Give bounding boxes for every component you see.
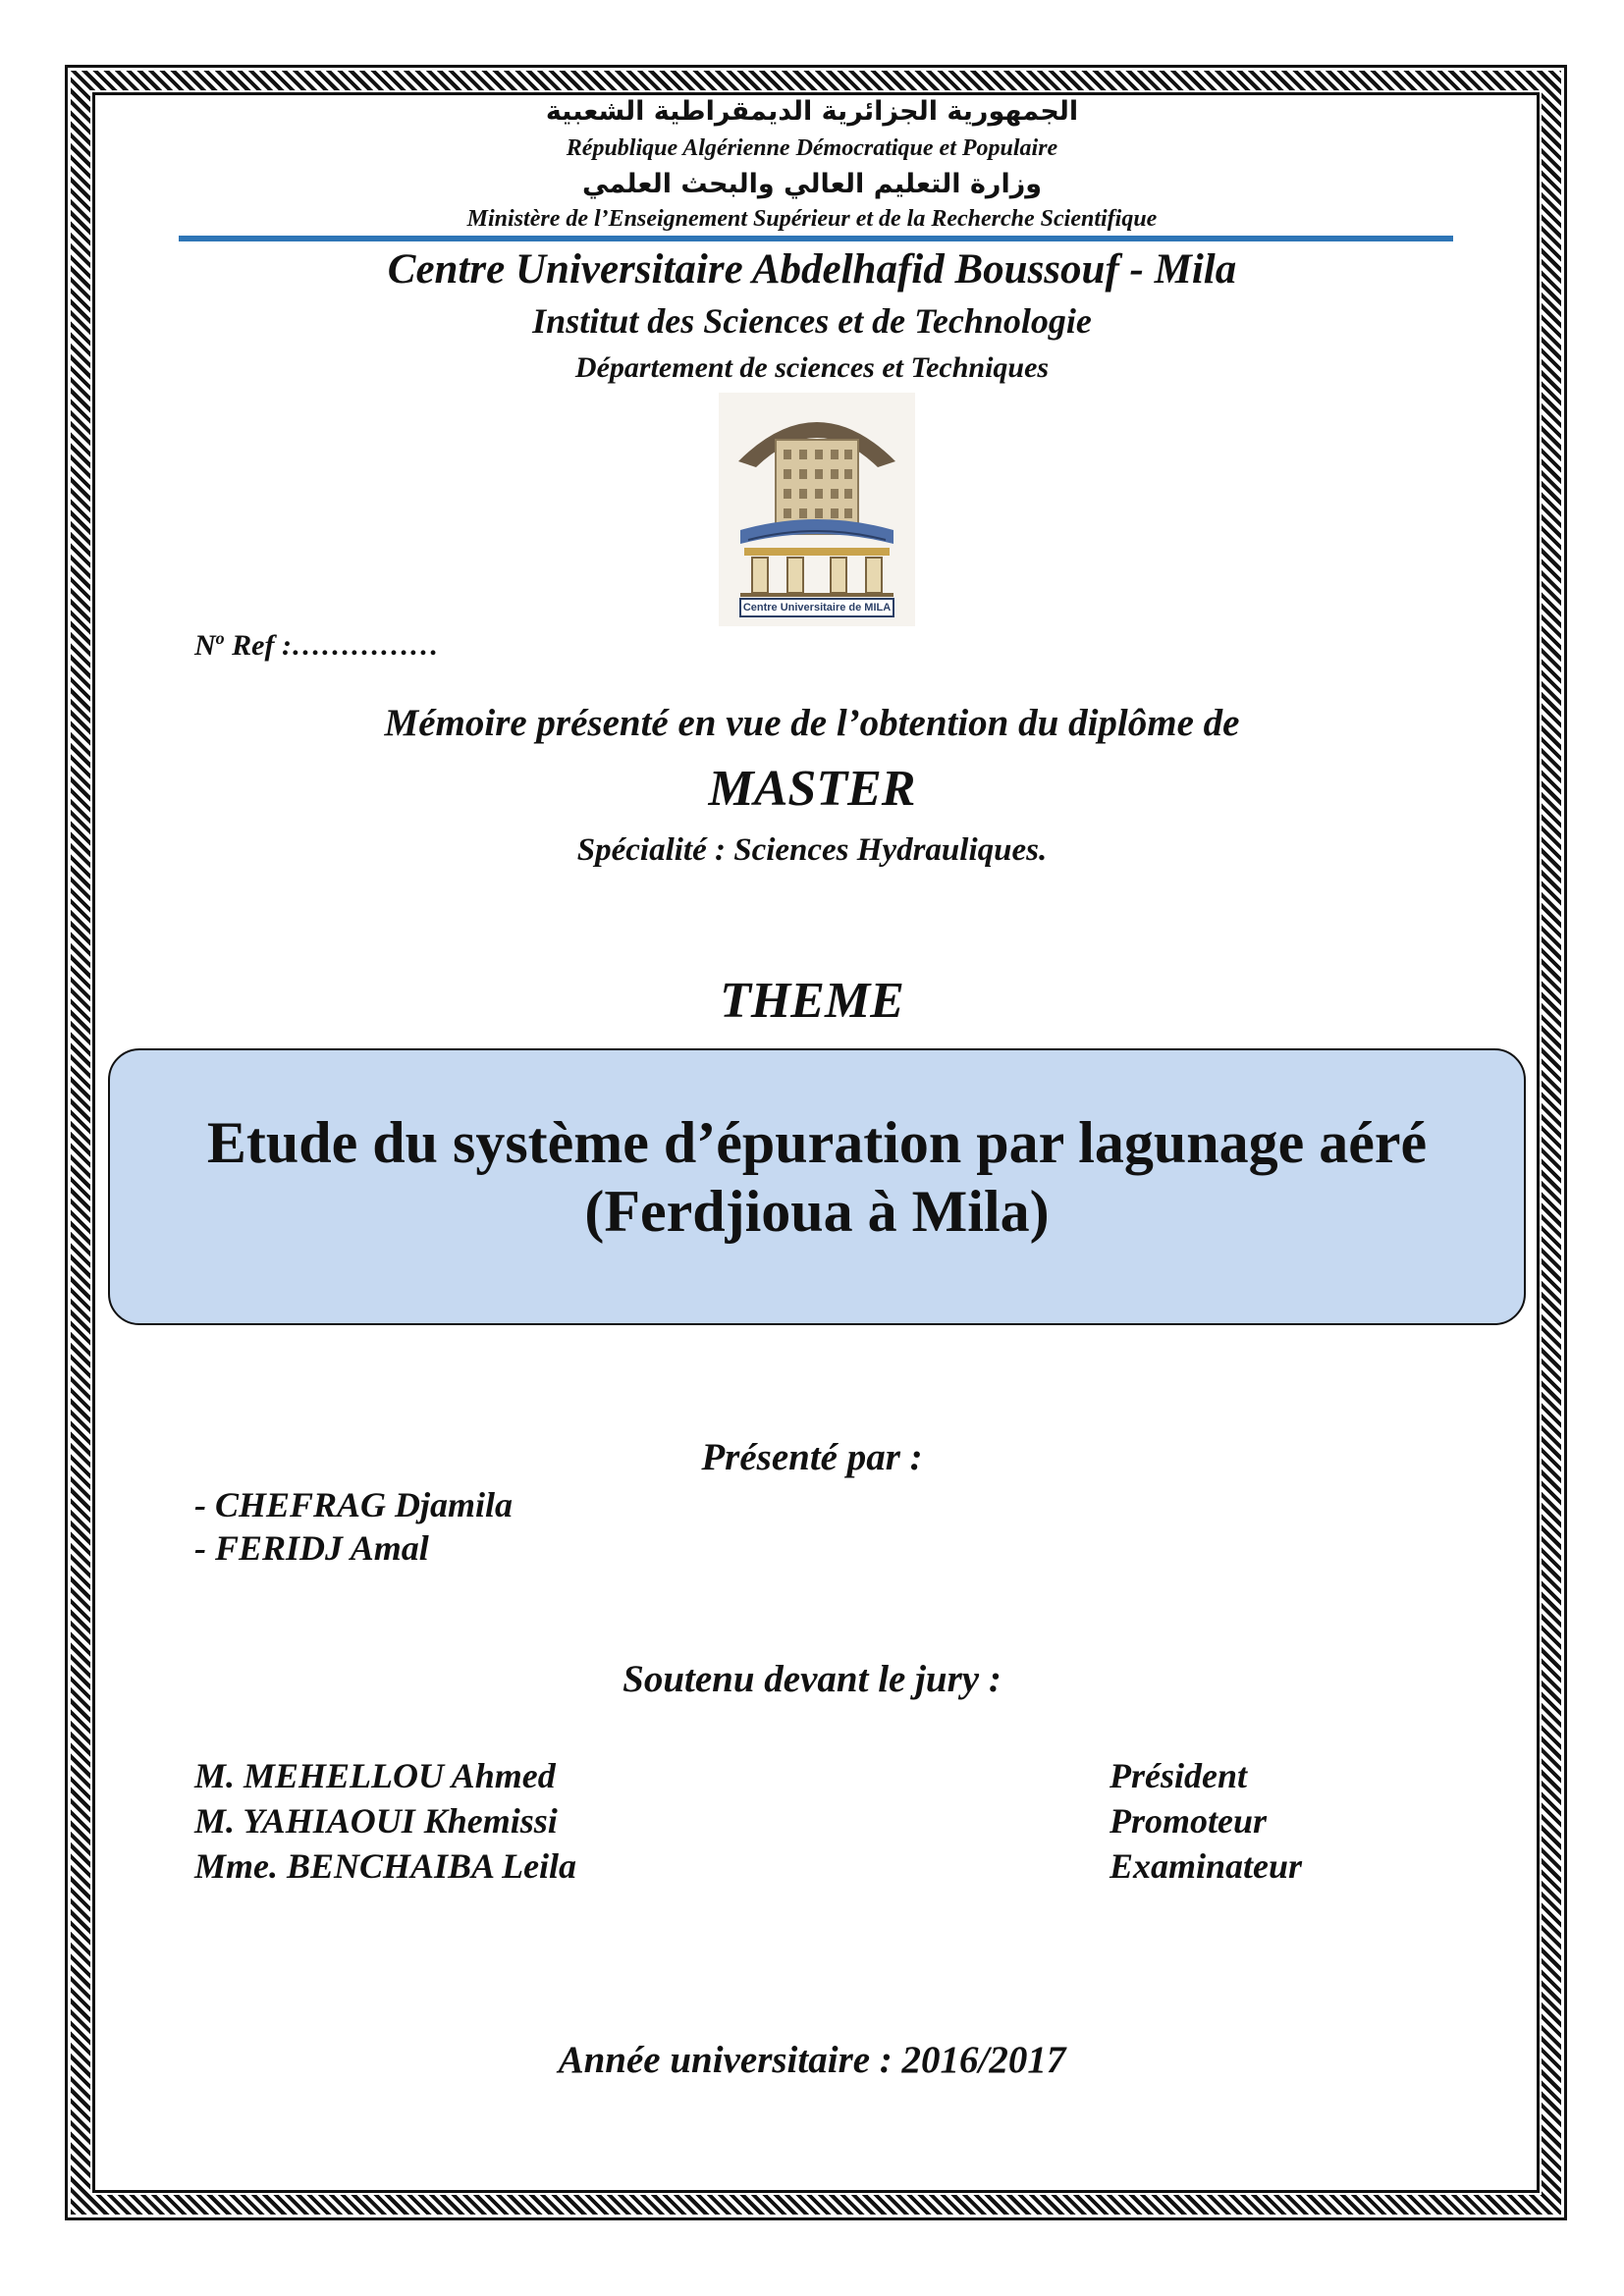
department-name: Département de sciences et Techniques <box>574 351 1050 384</box>
presenter-2: - FERIDJ Amal <box>194 1528 429 1568</box>
institute-name: Institut des Sciences et de Technologie <box>532 301 1092 341</box>
reference-superscript: o <box>215 628 225 648</box>
jury-heading: Soutenu devant le jury : <box>623 1658 1001 1700</box>
reference-label: Ref :…………… <box>224 629 439 662</box>
jury-member-3-role: Examinateur <box>1110 1846 1303 1886</box>
jury-member-3-name: Mme. BENCHAIBA Leila <box>194 1846 577 1886</box>
university-logo <box>719 393 915 626</box>
theme-title-line1: Etude du système d’épuration par lagunage aéré <box>206 1110 1428 1175</box>
academic-year: Année universitaire : 2016/2017 <box>558 2039 1066 2081</box>
jury-member-2-role: Promoteur <box>1110 1801 1268 1841</box>
reference-line <box>194 628 439 663</box>
reference-n: N <box>194 629 216 662</box>
jury-member-2-name: M. YAHIAOUI Khemissi <box>194 1801 558 1841</box>
presenter-1: - CHEFRAG Djamila <box>194 1485 514 1524</box>
centre-name: Centre Universitaire Abdelhafid Boussouf - Mila <box>387 246 1237 293</box>
diploma-intro: Mémoire présenté en vue de l’obtention du diplôme de <box>384 702 1240 744</box>
jury-member-1-role: Président <box>1110 1756 1247 1795</box>
degree-title: MASTER <box>708 761 916 817</box>
republic-line: République Algérienne Démocratique et Populaire <box>566 135 1058 161</box>
logo-caption: Centre Universitaire de MILA <box>742 602 892 614</box>
specialty-line: Spécialité : Sciences Hydrauliques. <box>576 832 1048 868</box>
university-building-icon <box>719 393 915 626</box>
jury-member-1-name: M. MEHELLOU Ahmed <box>194 1756 556 1795</box>
header-rule <box>179 236 1453 241</box>
theme-title-line2: (Ferdjioua à Mila) <box>584 1179 1050 1244</box>
presenters-heading: Présenté par : <box>701 1436 923 1478</box>
theme-heading: THEME <box>720 973 904 1029</box>
arabic-republic-line: الجمهورية الجزائرية الديمقراطية الشعبية <box>545 96 1079 127</box>
arabic-ministry-line: وزارة التعليم العالي والبحث العلمي <box>581 169 1043 199</box>
ministry-line: Ministère de l’Enseignement Supérieur et de la Recherche Scientifique <box>466 206 1158 232</box>
